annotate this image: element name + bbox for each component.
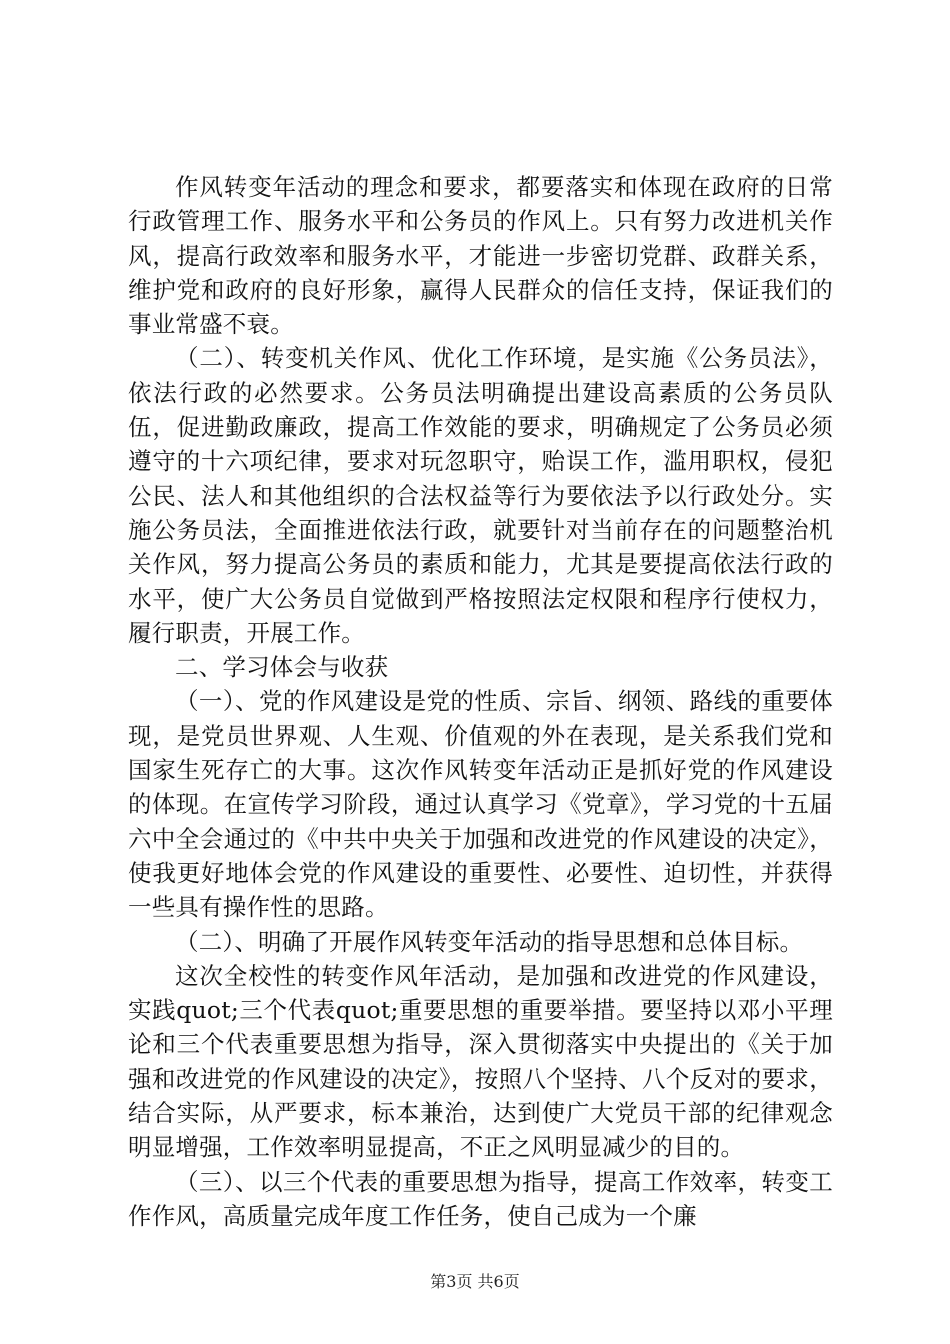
body-text — [128, 170, 833, 1233]
paragraph-three-represents: （三）、以三个代表的重要思想为指导，提高工作效率，转变工作作风，高质量完成年度工作任务，使自己成为一个廉 — [128, 1167, 833, 1230]
paragraph-civil-servant-law: （二）、转变机关作风、优化工作环境，是实施《公务员法》，依法行政的必然要求。公务员法明确提出建设高素质的公务员队伍，促进勤政廉政，提高工作效能的要求，明确规定了公务员必须遵守的十六项纪律，要求对玩忽职守，贻误工作，滥用职权，侵犯公民、法人和其他组织的合法权益等行为要依法予以行政处分。实施公务员法，全面推进依法行政，就要针对当前存在的问题整治机关作风，努力提高公务员的素质和能力，尤其是要提高依法行政的水平，使广大公务员自觉做到严格按照法定权限和程序行使权力，履行职责，开展工作。 — [128, 344, 833, 647]
paragraph-campus-activity: 这次全校性的转变作风年活动，是加强和改进党的作风建设，实践quot;三个代表quot;重要思想的重要举措。要坚持以邓小平理论和三个代表重要思想为指导，深入贯彻落实中央提出的《关于加强和改进党的作风建设的决定》，按照八个坚持、八个反对的要求，结合实际，从严要求，标本兼治，达到使广大党员干部的纪律观念明显增强，工作效率明显提高，不正之风明显减少的目的。 — [128, 961, 833, 1162]
paragraph-work-style-intro: 作风转变年活动的理念和要求，都要落实和体现在政府的日常行政管理工作、服务水平和公务员的作风上。只有努力改进机关作风，提高行政效率和服务水平，才能进一步密切党群、政群关系，维护党和政府的良好形象，赢得人民群众的信任支持，保证我们的事业常盛不衰。 — [128, 173, 833, 339]
paragraph-party-style-building: （一）、党的作风建设是党的性质、宗旨、纲领、路线的重要体现，是党员世界观、人生观、价值观的外在表现，是关系我们党和国家生死存亡的大事。这次作风转变年活动正是抓好党的作风建设的体现。在宣传学习阶段，通过认真学习《党章》，学习党的十五届六中全会通过的《中共中央关于加强和改进党的作风建设的决定》，使我更好地体会党的作风建设的重要性、必要性、迫切性，并获得一些具有操作性的思路。 — [128, 687, 833, 922]
section-heading-learning-gains: 二、学习体会与收获 — [175, 653, 389, 682]
page-number-footer: 第3页 共6页 — [430, 1272, 520, 1291]
paragraph-guiding-thought: （二）、明确了开展作风转变年活动的指导思想和总体目标。 — [175, 927, 804, 956]
